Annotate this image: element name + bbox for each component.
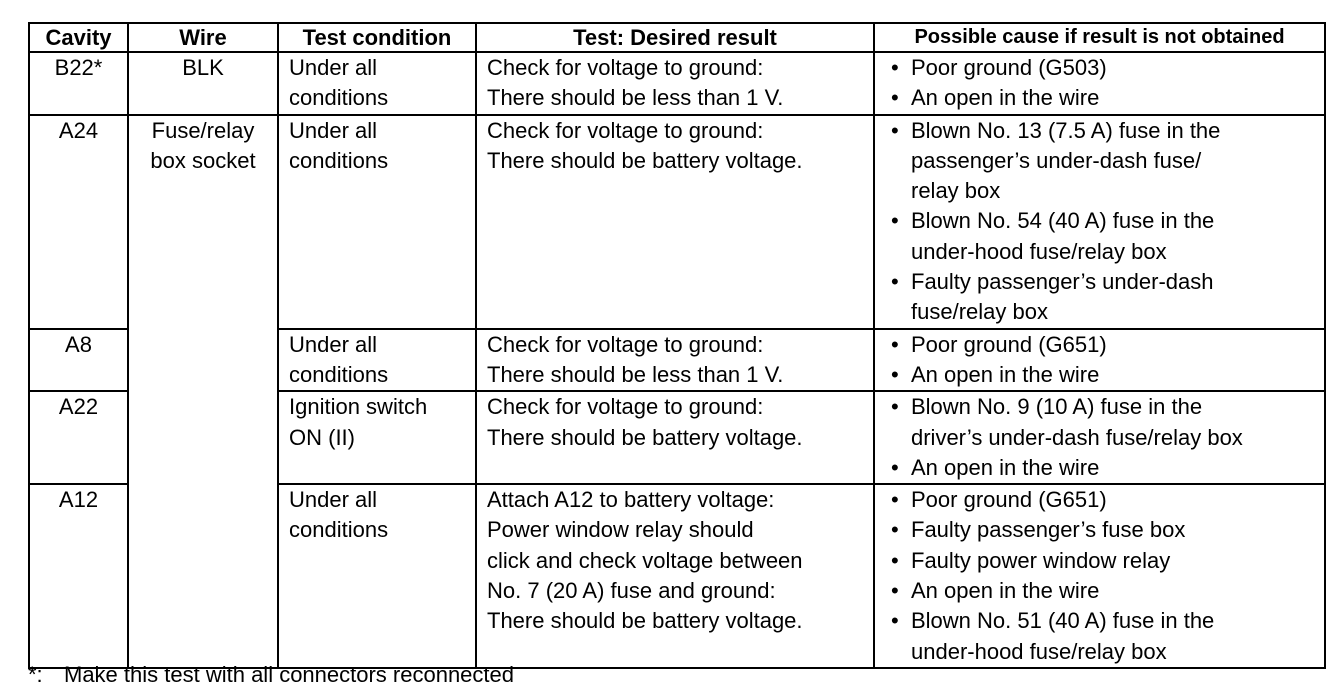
cause-item: • An open in the wire (887, 576, 1324, 606)
cause-item: • Poor ground (G503) (887, 53, 1324, 83)
troubleshooting-table (28, 22, 1326, 669)
test-cell: Check for voltage to ground: There should be battery voltage. (476, 391, 874, 484)
footnote-text: Make this test with all connectors reconnected (64, 662, 515, 687)
cause-list (887, 53, 1324, 114)
cavity-cell: A12 (29, 484, 128, 668)
wire-cell: BLK (128, 52, 278, 115)
cause-item: • Blown No. 54 (40 A) fuse in the under-hood fuse/relay box (887, 206, 1324, 267)
header-test-condition: Test condition (278, 23, 476, 52)
cause-cell (874, 329, 1325, 392)
condition-cell: Under all conditions (278, 484, 476, 668)
cause-item: • Faulty passenger’s fuse box (887, 515, 1324, 545)
table-row (29, 52, 1325, 115)
cause-item: • An open in the wire (887, 83, 1324, 113)
cavity-cell: A8 (29, 329, 128, 392)
cause-item: • Poor ground (G651) (887, 330, 1324, 360)
cavity-cell: A24 (29, 115, 128, 329)
cause-list (887, 330, 1324, 391)
cause-cell (874, 52, 1325, 115)
footnote (28, 662, 514, 688)
test-cell: Check for voltage to ground: There should be battery voltage. (476, 115, 874, 329)
cavity-cell: B22* (29, 52, 128, 115)
header-possible-cause: Possible cause if result is not obtained (874, 23, 1325, 52)
wire-cell: Fuse/relay box socket (128, 115, 278, 668)
cause-item: • Faulty passenger’s under-dash fuse/relay box (887, 267, 1324, 328)
table-row (29, 115, 1325, 329)
cause-cell (874, 115, 1325, 329)
test-cell: Attach A12 to battery voltage: Power window relay should click and check voltage between No. 7 (20 A) fuse and ground: There should be battery voltage. (476, 484, 874, 668)
footnote-marker: *: (28, 662, 43, 687)
condition-cell: Under all conditions (278, 115, 476, 329)
header-wire: Wire (128, 23, 278, 52)
cause-item: • Blown No. 51 (40 A) fuse in the under-hood fuse/relay box (887, 606, 1324, 667)
cause-list (887, 116, 1324, 328)
cause-cell (874, 484, 1325, 668)
cause-item: • Blown No. 13 (7.5 A) fuse in the passenger’s under-dash fuse/ relay box (887, 116, 1324, 207)
cause-item: • Poor ground (G651) (887, 485, 1324, 515)
cavity-cell: A22 (29, 391, 128, 484)
condition-cell: Ignition switch ON (II) (278, 391, 476, 484)
cause-item: • An open in the wire (887, 453, 1324, 483)
header-cavity: Cavity (29, 23, 128, 52)
header-desired-result: Test: Desired result (476, 23, 874, 52)
condition-cell: Under all conditions (278, 52, 476, 115)
table-header-row (29, 23, 1325, 52)
cause-cell (874, 391, 1325, 484)
cause-item: • Faulty power window relay (887, 546, 1324, 576)
cause-item: • An open in the wire (887, 360, 1324, 390)
condition-cell: Under all conditions (278, 329, 476, 392)
cause-list (887, 392, 1324, 483)
test-cell: Check for voltage to ground: There should be less than 1 V. (476, 329, 874, 392)
cause-list (887, 485, 1324, 667)
cause-item: • Blown No. 9 (10 A) fuse in the driver’s under-dash fuse/relay box (887, 392, 1324, 453)
test-cell: Check for voltage to ground: There should be less than 1 V. (476, 52, 874, 115)
